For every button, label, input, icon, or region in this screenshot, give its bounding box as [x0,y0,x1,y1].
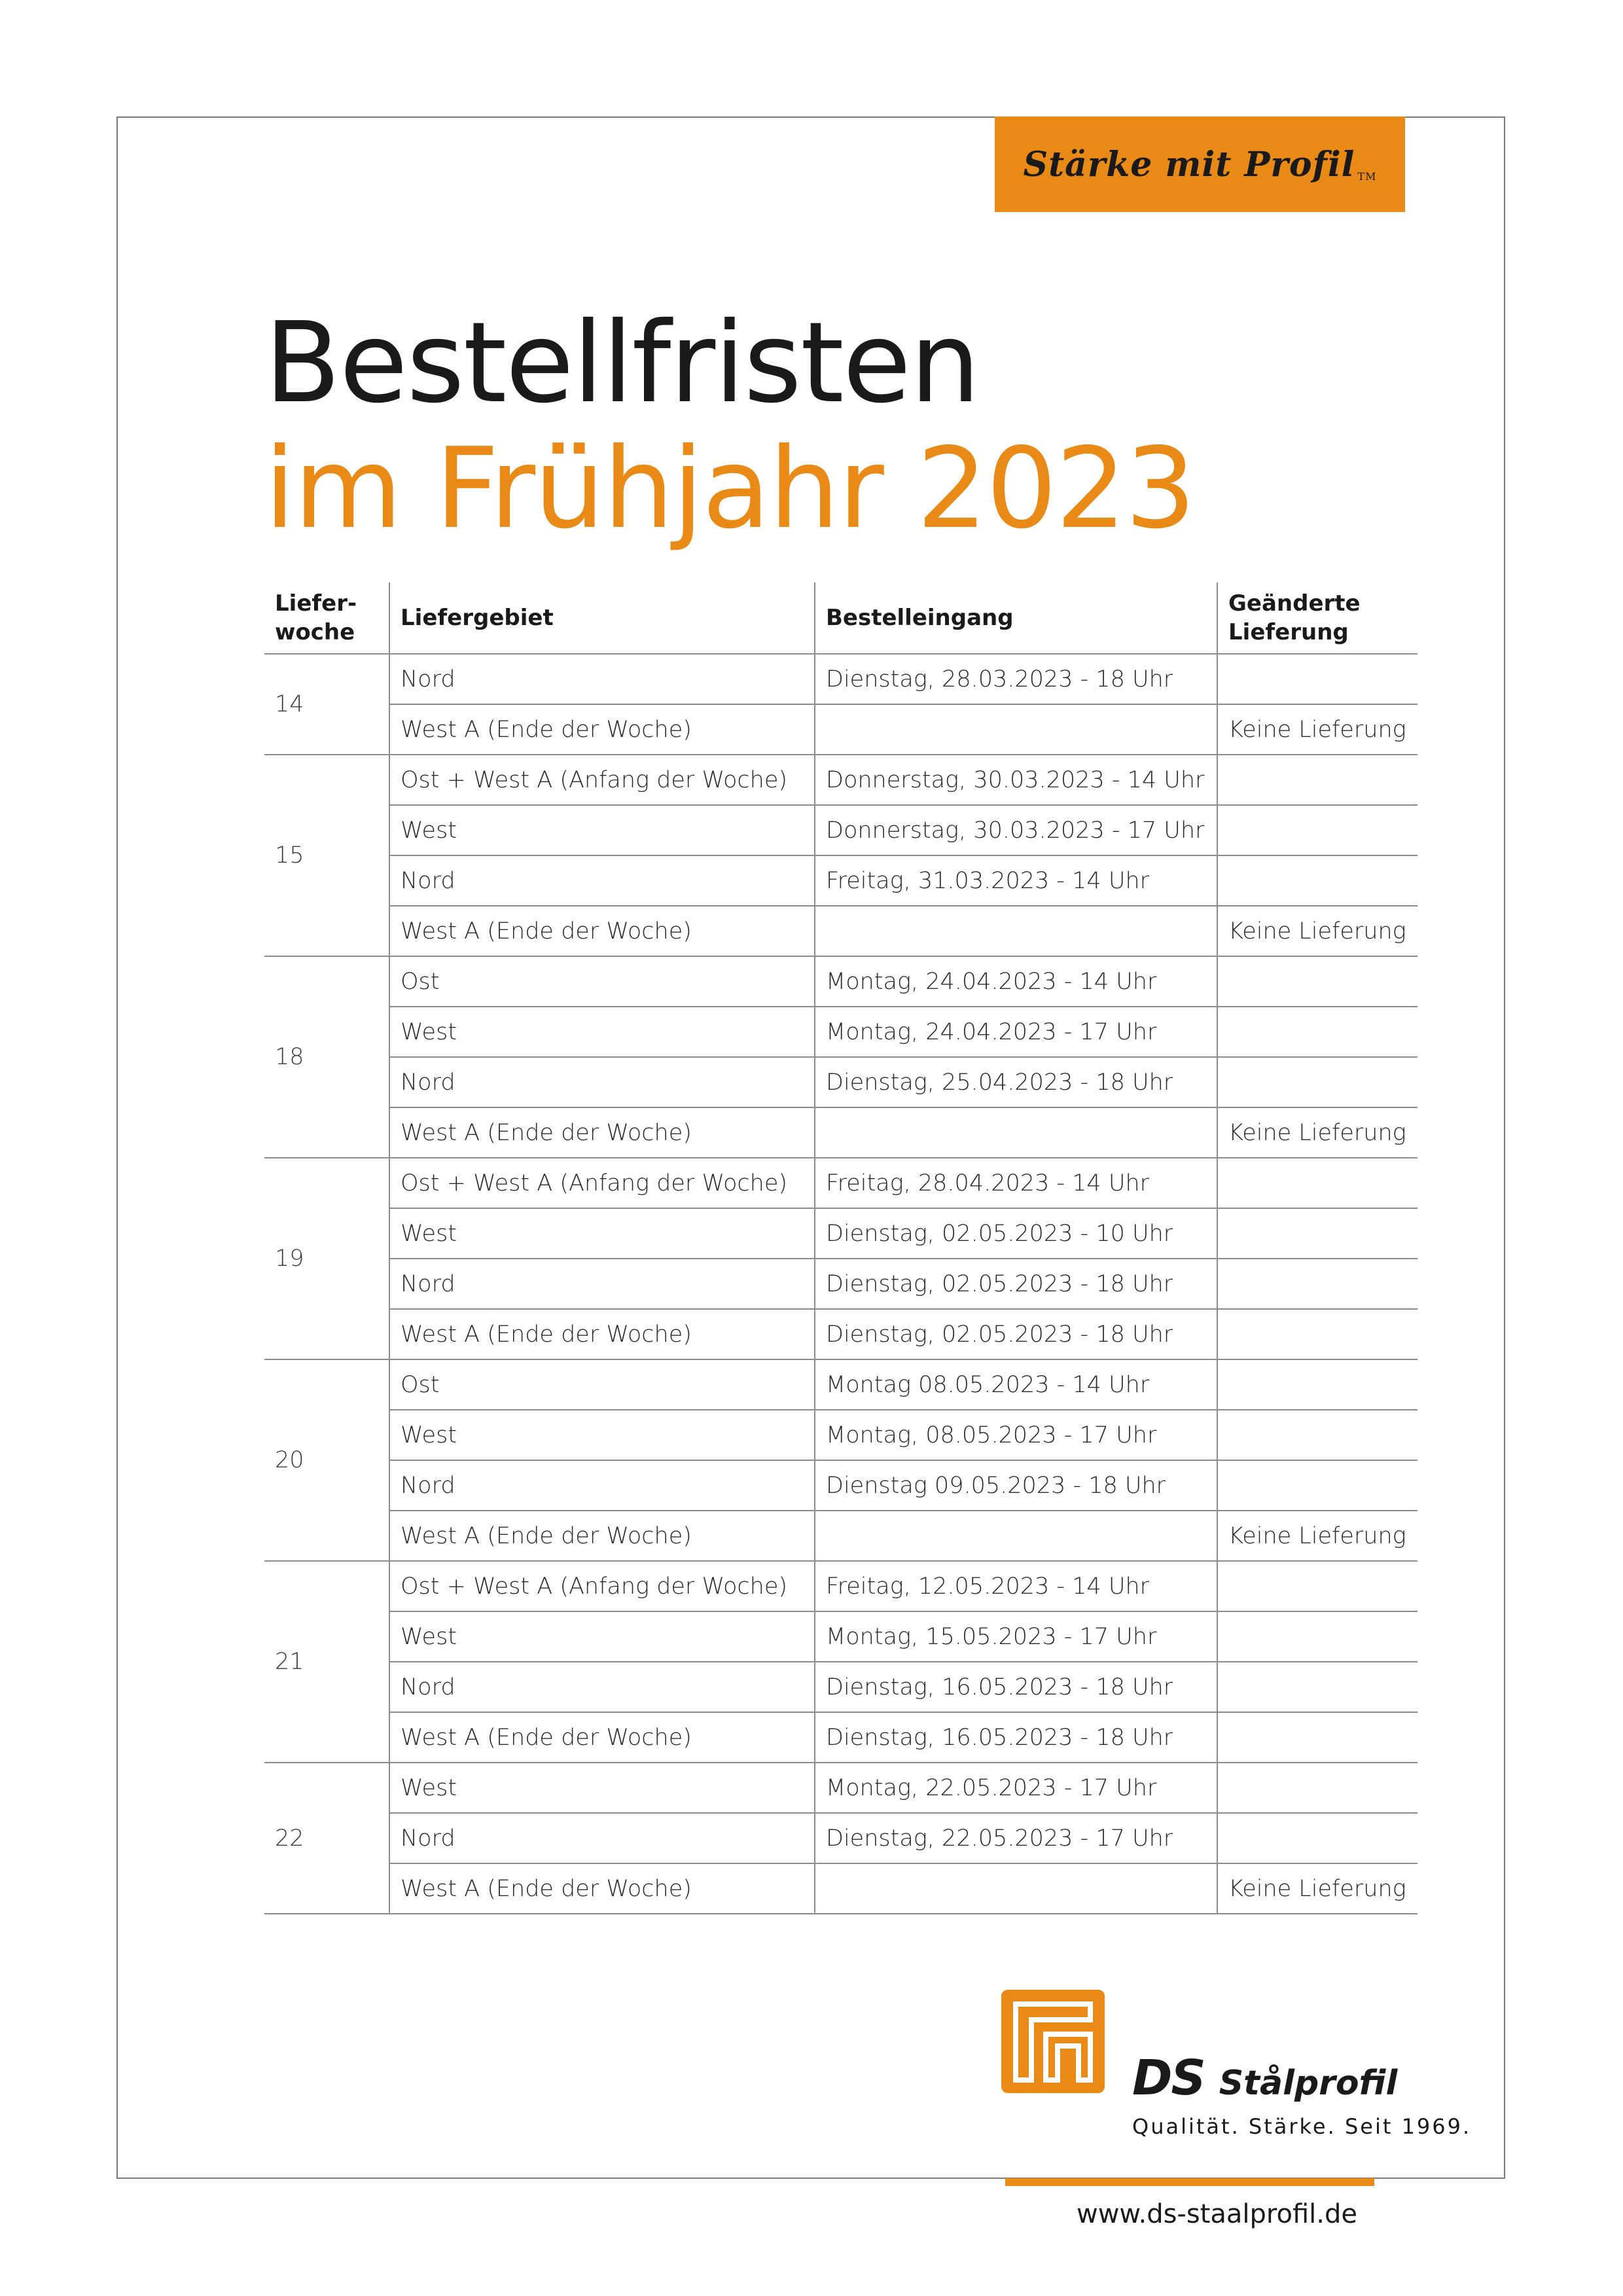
brand-wordmark [1132,2050,1397,2106]
table-row [264,1511,1418,1561]
changed-delivery [1217,1712,1418,1763]
table-row [264,1007,1418,1057]
table-row [264,805,1418,855]
changed-delivery: Keine Lieferung [1217,1107,1418,1158]
table-header-row [264,583,1418,654]
order-deadline: Donnerstag, 30.03.2023 - 14 Uhr [815,755,1217,805]
delivery-area: West A (Ende der Woche) [389,1863,815,1914]
order-deadline: Dienstag, 16.05.2023 - 18 Uhr [815,1712,1217,1763]
table-row [264,1359,1418,1410]
changed-delivery [1217,1057,1418,1107]
delivery-week: 19 [264,1158,389,1359]
order-deadline: Dienstag, 25.04.2023 - 18 Uhr [815,1057,1217,1107]
order-deadline: Montag, 24.04.2023 - 17 Uhr [815,1007,1217,1057]
delivery-area: West A (Ende der Woche) [389,1511,815,1561]
changed-delivery [1217,1158,1418,1208]
order-deadline: Freitag, 28.04.2023 - 14 Uhr [815,1158,1217,1208]
table-row [264,755,1418,805]
table-row [264,1208,1418,1259]
delivery-area: West A (Ende der Woche) [389,1712,815,1763]
changed-delivery [1217,1309,1418,1359]
table-row [264,1107,1418,1158]
changed-delivery [1217,1208,1418,1259]
changed-delivery [1217,1662,1418,1712]
brand-slogan: Qualität. Stärke. Seit 1969. [1132,2114,1472,2139]
footer-accent-bar [1005,2178,1374,2186]
order-deadline [815,1863,1217,1914]
tagline-banner [995,117,1405,212]
order-deadline [815,1107,1217,1158]
order-deadline: Freitag, 12.05.2023 - 14 Uhr [815,1561,1217,1611]
table-row [264,1561,1418,1611]
delivery-area: West A (Ende der Woche) [389,704,815,755]
delivery-area: Ost + West A (Anfang der Woche) [389,1561,815,1611]
company-logo [1001,1990,1472,2140]
delivery-area: West [389,1007,815,1057]
delivery-area: Ost [389,1359,815,1410]
delivery-week: 20 [264,1359,389,1561]
order-deadline: Montag, 08.05.2023 - 17 Uhr [815,1410,1217,1460]
tagline-text: Stärke mit Profil [1023,144,1355,185]
table-row [264,1611,1418,1662]
table-row [264,956,1418,1007]
changed-delivery [1217,805,1418,855]
changed-delivery [1217,1359,1418,1410]
order-deadline: Dienstag, 02.05.2023 - 10 Uhr [815,1208,1217,1259]
delivery-area: West A (Ende der Woche) [389,1309,815,1359]
delivery-area: Nord [389,1662,815,1712]
changed-delivery [1217,1259,1418,1309]
delivery-area: Nord [389,1813,815,1863]
order-deadline: Freitag, 31.03.2023 - 14 Uhr [815,855,1217,906]
changed-delivery [1217,855,1418,906]
table-row [264,1158,1418,1208]
delivery-area: Ost + West A (Anfang der Woche) [389,1158,815,1208]
trademark-mark: TM [1357,170,1377,183]
changed-delivery: Keine Lieferung [1217,704,1418,755]
order-deadline: Dienstag, 28.03.2023 - 18 Uhr [815,654,1217,704]
delivery-area: West [389,1410,815,1460]
header-change: Geänderte Lieferung [1217,583,1418,654]
page-subtitle: im Frühjahr 2023 [264,424,1195,554]
table-row [264,654,1418,704]
order-deadline [815,906,1217,956]
order-deadline [815,1511,1217,1561]
delivery-area: Nord [389,654,815,704]
changed-delivery [1217,1561,1418,1611]
changed-delivery [1217,1007,1418,1057]
table-row [264,1309,1418,1359]
delivery-week: 15 [264,755,389,956]
changed-delivery [1217,654,1418,704]
changed-delivery [1217,1813,1418,1863]
order-deadline: Montag, 24.04.2023 - 14 Uhr [815,956,1217,1007]
changed-delivery [1217,1460,1418,1511]
delivery-area: West A (Ende der Woche) [389,906,815,956]
changed-delivery [1217,755,1418,805]
delivery-area: Nord [389,855,815,906]
order-deadline: Dienstag 09.05.2023 - 18 Uhr [815,1460,1217,1511]
delivery-week: 18 [264,956,389,1158]
brand-short: DS [1132,2050,1205,2106]
table-row [264,1057,1418,1107]
delivery-week: 14 [264,654,389,755]
order-deadline: Donnerstag, 30.03.2023 - 17 Uhr [815,805,1217,855]
header-area: Liefergebiet [389,583,815,654]
page-title: Bestellfristen [264,298,980,428]
changed-delivery [1217,1611,1418,1662]
delivery-area: Nord [389,1259,815,1309]
tagline [1024,145,1377,185]
order-deadline: Dienstag, 02.05.2023 - 18 Uhr [815,1259,1217,1309]
table-row [264,1863,1418,1914]
table-row [264,1712,1418,1763]
header-week: Liefer- woche [264,583,389,654]
delivery-area: West [389,805,815,855]
order-deadline: Montag 08.05.2023 - 14 Uhr [815,1359,1217,1410]
website-link[interactable]: www.ds-staalprofil.de [1077,2199,1357,2229]
table-row [264,855,1418,906]
order-deadline: Dienstag, 02.05.2023 - 18 Uhr [815,1309,1217,1359]
order-deadline [815,704,1217,755]
changed-delivery [1217,1410,1418,1460]
table-row [264,1813,1418,1863]
table-row [264,1410,1418,1460]
header-order: Bestelleingang [815,583,1217,654]
order-deadline: Montag, 15.05.2023 - 17 Uhr [815,1611,1217,1662]
table-row [264,906,1418,956]
table-row [264,1259,1418,1309]
changed-delivery: Keine Lieferung [1217,1511,1418,1561]
delivery-area: West A (Ende der Woche) [389,1107,815,1158]
delivery-area: West [389,1611,815,1662]
changed-delivery: Keine Lieferung [1217,906,1418,956]
table-row [264,1763,1418,1813]
ds-logo-icon [1001,1990,1105,2093]
table-body [264,654,1418,1914]
changed-delivery [1217,1763,1418,1813]
changed-delivery [1217,956,1418,1007]
delivery-area: West [389,1208,815,1259]
delivery-week: 21 [264,1561,389,1763]
delivery-area: Nord [389,1057,815,1107]
order-deadline: Dienstag, 22.05.2023 - 17 Uhr [815,1813,1217,1863]
table-row [264,704,1418,755]
delivery-area: Ost [389,956,815,1007]
brand-name: Stålprofil [1219,2064,1398,2103]
delivery-area: Ost + West A (Anfang der Woche) [389,755,815,805]
order-deadline-table [264,583,1418,1914]
order-deadline: Montag, 22.05.2023 - 17 Uhr [815,1763,1217,1813]
delivery-area: Nord [389,1460,815,1511]
delivery-week: 22 [264,1763,389,1914]
table-row [264,1662,1418,1712]
order-deadline: Dienstag, 16.05.2023 - 18 Uhr [815,1662,1217,1712]
table-row [264,1460,1418,1511]
delivery-area: West [389,1763,815,1813]
changed-delivery: Keine Lieferung [1217,1863,1418,1914]
